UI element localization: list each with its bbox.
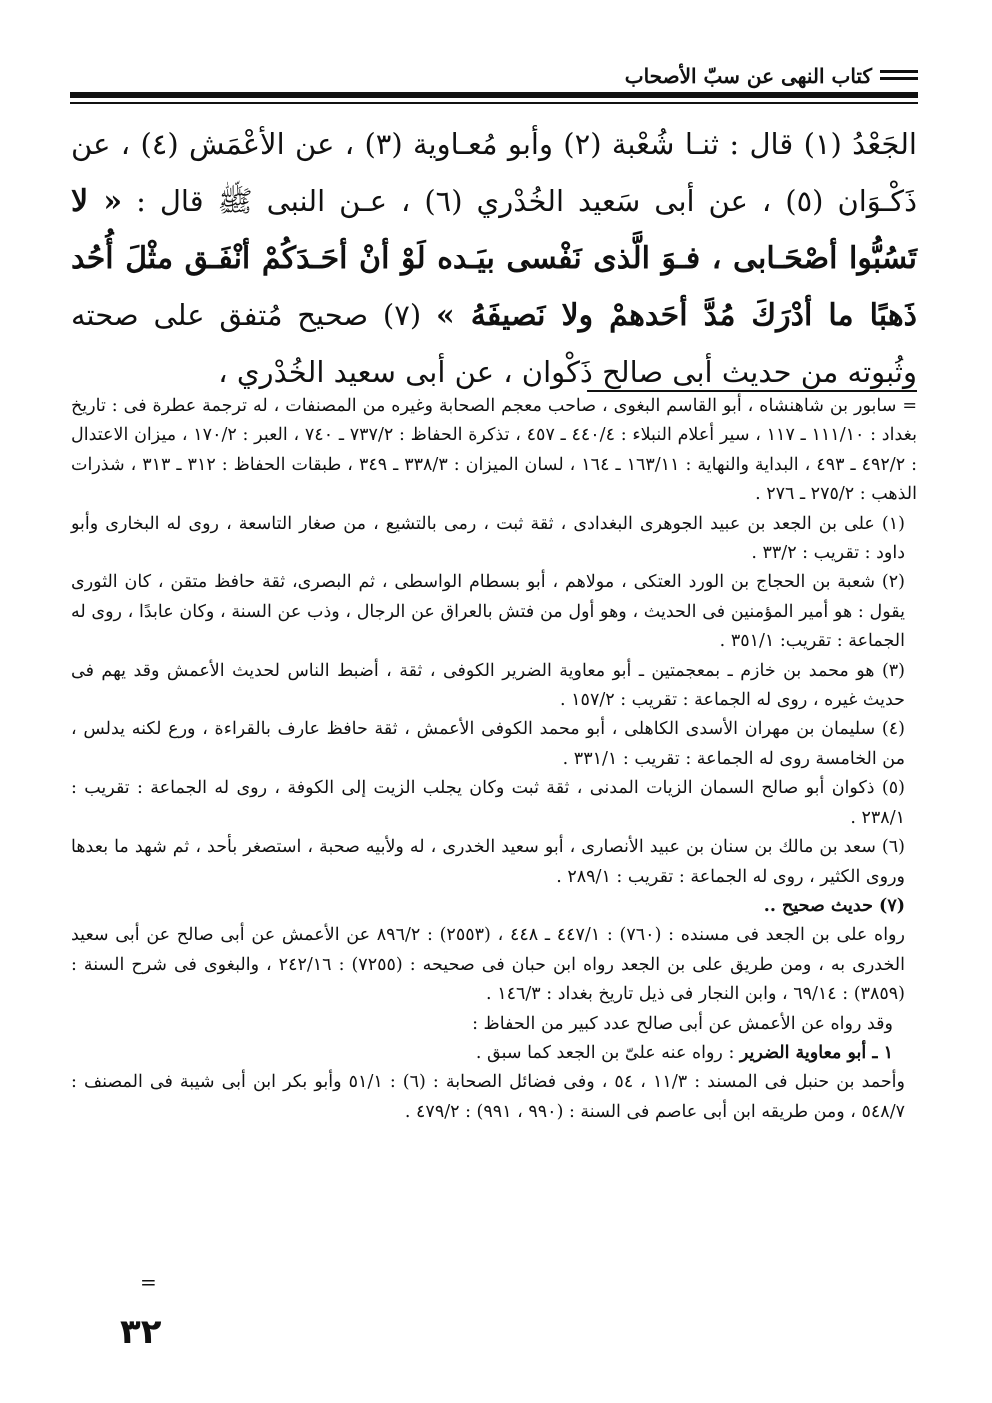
- footnote-continuation: = سابور بن شاهنشاه ، أبو القاسم البغوى ، صاحب معجم الصحابة وغيره من المصنفات ، له ترجمة عطرة فى : تاريخ بغداد : ١١١/١٠ ـ ١١٧ ، سير أعلام النبلاء : ٤٤٠/٤ ـ ٤٥٧ ، تذكرة الحفاظ : ٧٣٧/٢ ـ ٧٤٠ ، العبر : ١٧٠/٢ ، ميزان الاعتدال : ٤٩٢/٢ ـ ٤٩٣ ، البداية والنهاية : ١٦٣/١١ ـ ١٦٤ ، لسان الميزان : ٣٣٨/٣ ـ ٣٤٩ ، طبقات الحفاظ : ٣١٢ ـ ٣١٣ ، شذرات الذهب : ٢٧٥/٢ ـ ٢٧٦ .: [71, 396, 917, 505]
- footnote-7-paragraph-1: رواه على بن الجعد فى مسنده : (٧٦٠) : ٤٤٧/١ ـ ٤٤٨ ، (٢٥٥٣) : ٨٩٦/٢ عن الأعمش عن أبى صالح عن أبى سعيد الخدرى به ، ومن طريق على بن الجعد رواه ابن حبان فى صحيحه : (٧٢٥٥) : ٢٤٢/١٦ ، والبغوى فى شرح السنة : (٣٨٥٩) : ٦٩/١٤ ، وابن النجار فى ذيل تاريخ بغداد : ١٤٦/٣ .: [71, 925, 905, 1005]
- hadith-text: « لا تَسُبُّوا أصْحَـابى ، فـوَ الَّذى نَفْسى بيَـده لَوْ أنْ أحَـدَكُمْ أنْفَـق مثْلَ أُحُد ذَهبًا ما أدْرَكَ مُدَّ أحَدهمْ ولا نَصيفَهُ »: [71, 184, 918, 333]
- footnote-4: (٤) سليمان بن مهران الأسدى الكاهلى ، أبو محمد الكوفى الأعمش ، ثقة حافظ عارف بالقراءة ، ورع لكنه يدلس ، من الخامسة روى له الجماعة : تقريب : ٣٣١/١ .: [71, 719, 905, 769]
- footnote-5: (٥) ذكوان أبو صالح السمان الزيات المدنى ، ثقة ثبت وكان يجلب الزيت إلى الكوفة ، روى له الجماعة : تقريب : ٢٣٨/١ .: [71, 778, 905, 828]
- isnad-text: الجَعْدُ (١) قال : ثنـا شُعْبة (٢) وأبو مُعـاوية (٣) ، عن الأعْمَش (٤) ، عن ذَكْـوَان (٥) ، عن أبى سَعيد الخُدْري (٦) ، عـن النبى ﷺ قال :: [71, 127, 918, 218]
- footnote-1: (١) على بن الجعد بن عبيد الجوهرى البغدادى ، ثقة ثبت ، رمى بالتشيع ، من صغار التاسعة ، روى له البخارى وأبو داود : تقريب : ٣٣/٢ .: [71, 513, 905, 564]
- footnote-7-paragraph-4: وأحمد بن حنبل فى المسند : ١١/٣ ، ٥٤ ، وفى فضائل الصحابة : (٦) : ٥١/١ وأبو بكر ابن أبى شيبة فى المصنف : ٥٤٨/٧ ، ومن طريقه ابن أبى عاصم فى السنة : (٩٩٠ ، ٩٩١) : ٤٧٩/٢ .: [71, 1072, 905, 1122]
- header-ornament: [880, 70, 918, 88]
- main-text: [71, 116, 917, 401]
- header-rule-thin: [70, 102, 918, 104]
- narrator-detail: : رواه عنه علىّ بن الجعد كما سبق .: [475, 1042, 740, 1063]
- continuation-mark: =: [140, 1270, 157, 1294]
- footnote-2: (٢) شعبة بن الحجاج بن الورد العتكى ، مولاهم ، أبو بسطام الواسطى ، ثم البصرى، ثقة حافظ متقن ، كان الثورى يقول : هو أمير المؤمنين فى الحديث ، وهو أول من فتش بالعراق عن الرجال ، وذب عن السنة ، وكان عابدًا ، روى له الجماعة : تقريب: ٣٥١/١ .: [71, 572, 905, 652]
- footnote-3: (٣) هو محمد بن خازم ـ بمعجمتين ـ أبو معاوية الضرير الكوفى ، ثقة ، أضبط الناس لحديث الأعمش وقد يهم فى حديث غيره ، روى له الجماعة : تقريب : ١٥٧/٢ .: [71, 660, 905, 711]
- header-rule-thick: [70, 92, 918, 98]
- footnotes: [71, 392, 917, 1127]
- footnote-7-paragraph-3: [71, 1039, 917, 1068]
- footnote-6: (٦) سعد بن مالك بن سنان بن عبيد الأنصارى ، أبو سعيد الخدرى ، له ولأبيه صحبة ، استصغر بأحد ، ثم شهد ما بعدها وروى الكثير ، روى له الجماعة : تقريب : ٢٨٩/١ .: [71, 837, 905, 887]
- main-paragraph: [71, 116, 917, 401]
- page-header-title: كتاب النهى عن سبّ الأصحاب: [624, 64, 872, 88]
- footnote-7-paragraph-2: وقد رواه عن الأعمش عن أبى صالح عدد كبير من الحفاظ :: [472, 1013, 893, 1034]
- grading-text: (٧) صحيح مُتفق على صحته وثُبوته من حديث أبى صالح ذَكْوان ، عن أبى سعيد الخُدْري ،: [71, 298, 917, 389]
- page-number: ٣٢: [120, 1312, 162, 1352]
- footnote-7-heading: (٧) حديث صحيح ..: [763, 895, 905, 916]
- narrator-name: ١ ـ أبو معاوية الضرير: [739, 1042, 893, 1063]
